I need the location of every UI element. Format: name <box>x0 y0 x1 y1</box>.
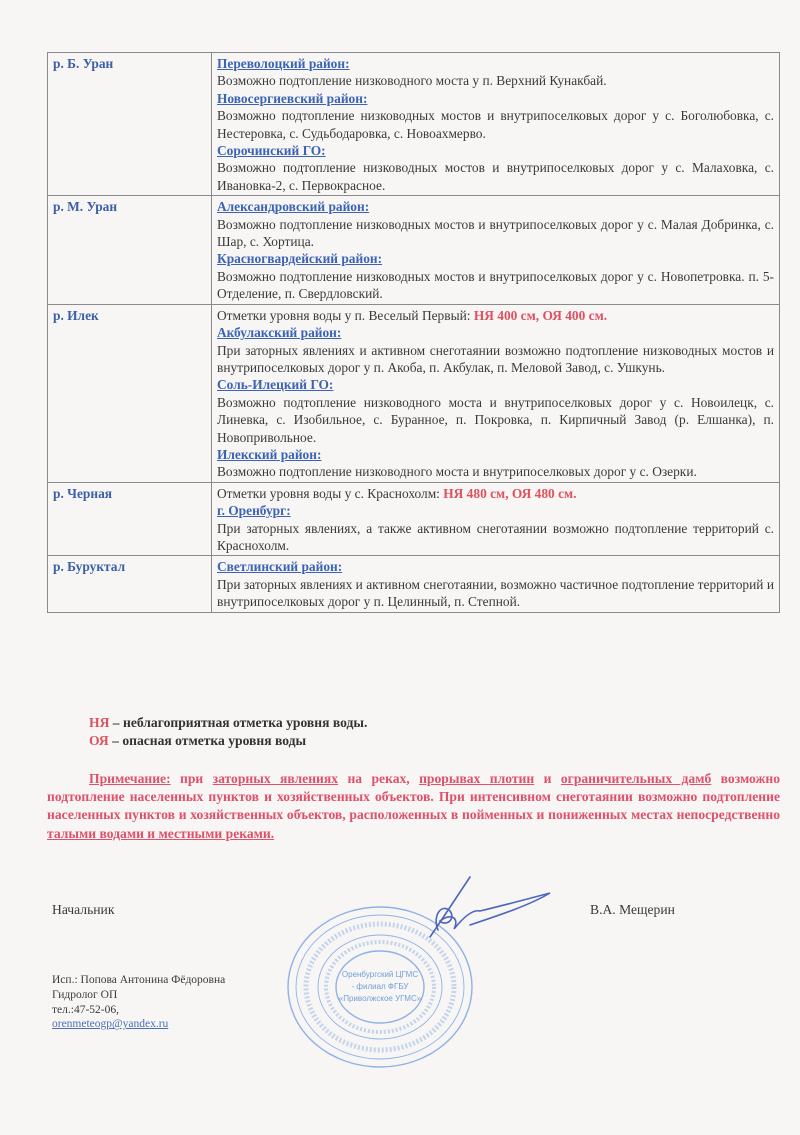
level-suffix: . <box>603 307 608 323</box>
note-underlined: заторных явлениях <box>212 771 339 786</box>
district-heading: Сорочинский ГО: <box>217 143 326 159</box>
table-row <box>48 482 780 556</box>
stamp-line-1: Оренбургский ЦГМС <box>341 970 419 979</box>
district-description: При заторных явлениях и активном снеготаянии возможно подтопление низководных мостов и внутрипоселковых дорог у п. Акоба, п. Акбулак, п. Меловой Завод, с. Ушкунь. <box>217 342 774 375</box>
legend-oy <box>89 732 367 750</box>
district-description: Возможно подтопление низководного моста и внутрипоселковых дорог у с. Новоилецк, с. Линевка, с. Изобильное, с. Буранное, п. Покровка, п. Кирпичный Завод (р. Елшанка), п. Новопривольное. <box>217 394 774 445</box>
district-description: Возможно подтопление низководных мостов и внутрипоселковых дорог у с. Новопетровка. п. 5-Отделение, п. Свердловский. <box>217 268 774 302</box>
district-heading: г. Оренбург: <box>217 503 291 519</box>
note-text: возможно подтопление населенных пунктов и хозяйственных объектов. При интенсивном снеготаянии возможно подтопление населенных пунктов и хозяйственных объектов, расположенных в пойменных и пониженных местах непосредственно <box>47 771 780 823</box>
executor-position: Гидролог ОП <box>52 988 118 1001</box>
district-heading: Илекский район: <box>217 446 322 462</box>
district-description: Возможно подтопление низководных мостов и внутрипоселковых дорог у с. Боголюбовка, с. Нестеровка, с. Судьбодаровка, с. Новоахмерво. <box>217 108 774 141</box>
river-flood-table <box>47 52 780 613</box>
legend-oy-abbr: ОЯ <box>89 733 109 748</box>
note-text: на реках, <box>338 771 420 786</box>
level-prefix: Отметки уровня воды у п. Веселый Первый: <box>217 307 474 323</box>
district-heading: Красногвардейский район: <box>217 251 383 267</box>
legend <box>89 714 367 750</box>
signatory-name: В.А. Мещерин <box>590 902 675 917</box>
legend-ny-abbr: НЯ <box>89 715 110 730</box>
note-paragraph <box>47 770 780 843</box>
river-info-cell <box>212 304 780 482</box>
district-description: Возможно подтопление низководных мостов и внутрипоселковых дорог у с. Малая Добринка, с. Шар, с. Хортица. <box>217 216 774 250</box>
note-underlined: ограничительных дамб <box>560 771 712 786</box>
stamp-line-2: - филиал ФГБУ <box>351 982 409 991</box>
district-heading: Переволоцкий район: <box>217 56 350 71</box>
district-description: Возможно подтопление низководного моста и внутрипоселковых дорог у с. Озерки. <box>217 464 697 480</box>
level-oy: ОЯ 480 см <box>511 485 574 501</box>
river-name-cell: р. Черная <box>48 482 212 556</box>
water-level-marks <box>217 485 774 502</box>
river-name-cell: р. Буруктал <box>48 556 212 612</box>
district-heading: Александровский район: <box>217 199 370 215</box>
river-name-cell: р. М. Уран <box>48 196 212 304</box>
district-heading: Соль-Илецкий ГО: <box>217 377 334 393</box>
district-description: Возможно подтопление низководного моста у п. Верхний Кунакбай. <box>217 73 607 89</box>
level-oy: ОЯ 400 см <box>542 307 604 323</box>
legend-ny <box>89 714 367 732</box>
level-suffix: . <box>573 485 577 501</box>
note-text: и <box>534 771 561 786</box>
river-info-cell <box>212 556 780 612</box>
executor-email-link[interactable]: orenmeteogp@yandex.ru <box>52 1018 169 1031</box>
note-label: Примечание: <box>89 771 171 786</box>
note-text: при <box>170 771 213 786</box>
river-name-cell: р. Илек <box>48 304 212 482</box>
legend-ny-text: – неблагоприятная отметка уровня воды. <box>109 715 368 730</box>
legend-oy-text: – опасная отметка уровня воды <box>108 733 307 748</box>
district-heading: Светлинский район: <box>217 559 343 575</box>
table-row <box>48 196 780 304</box>
note-underlined: талыми водами и местными реками. <box>47 825 275 841</box>
executor-block <box>52 973 225 1032</box>
stamp-line-3: «Приволжское УГМС» <box>338 994 422 1003</box>
executor-phone: тел.:47-52-06, <box>52 1003 119 1016</box>
water-level-marks <box>217 307 774 324</box>
level-sep: , <box>535 307 543 323</box>
signatory-title: Начальник <box>52 902 115 917</box>
district-description: При заторных явлениях, а также активном снеготаянии возможно подтопление территорий с. Краснохолм. <box>217 520 774 553</box>
river-name-cell: р. Б. Уран <box>48 53 212 196</box>
river-info-cell <box>212 196 780 304</box>
note-underlined: прорывах плотин <box>419 771 535 786</box>
level-sep: , <box>505 485 512 501</box>
river-info-cell <box>212 482 780 556</box>
district-heading: Акбулакский район: <box>217 325 342 341</box>
district-description: Возможно подтопление низководных мостов и внутрипоселковых дорог у с. Малаховка, с. Ивановка-2, с. Первокрасное. <box>217 160 774 193</box>
executor-name: Исп.: Попова Антонина Фёдоровна <box>52 974 226 986</box>
table-row <box>48 53 780 196</box>
level-ny: НЯ 400 см <box>473 307 536 323</box>
river-info-cell <box>212 53 780 196</box>
district-description: При заторных явлениях и активном снеготаянии, возможно частичное подтопление территорий и внутрипоселковых дорог у п. Целинный, п. Степной. <box>217 576 774 610</box>
level-ny: НЯ 480 см <box>443 485 506 501</box>
table-row <box>48 556 780 612</box>
level-prefix: Отметки уровня воды у с. Краснохолм: <box>217 485 444 501</box>
table-row <box>48 304 780 482</box>
handwritten-signature <box>410 875 560 945</box>
district-heading: Новосергиевский район: <box>217 90 368 106</box>
